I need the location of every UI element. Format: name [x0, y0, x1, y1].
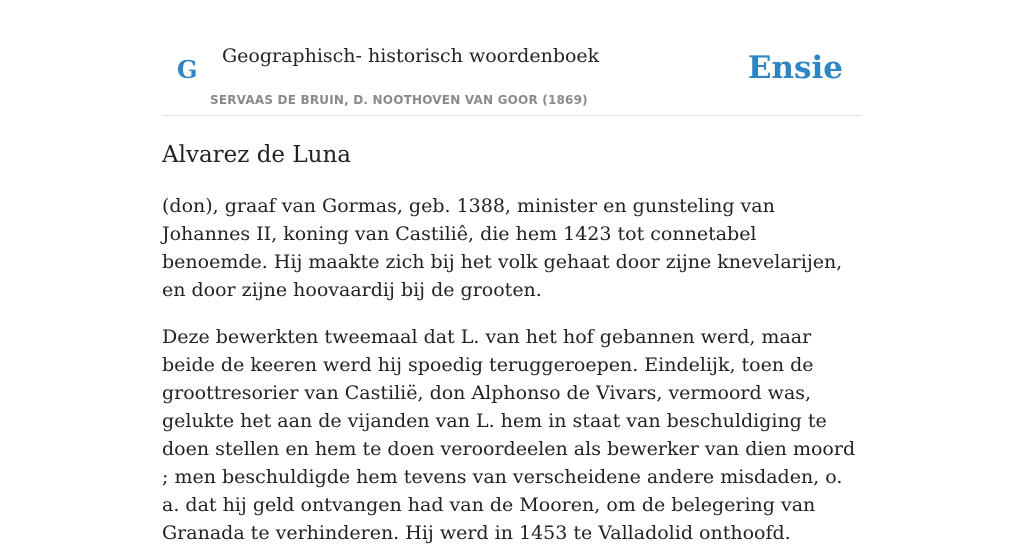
- entry-paragraph-2: Deze bewerkten tweemaal dat L. van het hof gebannen werd, maar beide de keeren werd hij spoedig teruggeroepen. Eindelijk, toen de groottresorier van Castilië, don Alphonso de Vivars, vermoord was, gelukte het aan de vijanden van L. hem in staat van beschuldiging te doen stellen en hem te doen veroordeelen als bewerker van dien moord ; men beschuldigde hem tevens van verscheidene andere misdaden, o. a. dat hij geld ontvangen had van de Mooren, om de belegering van Granada te verhinderen. Hij werd in 1453 te Valladolid onthoofd.: [162, 326, 856, 544]
- ensie-logo[interactable]: Ensie: [747, 50, 843, 86]
- entry-page: [162, 0, 862, 547]
- book-authors: SERVAAS DE BRUIN, D. NOOTHOVEN VAN GOOR (1869): [210, 93, 588, 107]
- entry-paragraph-1: (don), graaf van Gormas, geb. 1388, minister en gunsteling van Johannes II, koning van Castiliê, die hem 1423 tot connetabel benoemde. Hij maakte zich bij het volk gehaat door zijne knevelarijen, en door zijne hoovaardij bij de grooten.: [162, 195, 843, 301]
- book-header: [162, 0, 862, 116]
- book-logo-letter[interactable]: G: [177, 55, 198, 84]
- book-title[interactable]: Geographisch- historisch woordenboek: [222, 45, 600, 67]
- entry-title: Alvarez de Luna: [162, 142, 351, 168]
